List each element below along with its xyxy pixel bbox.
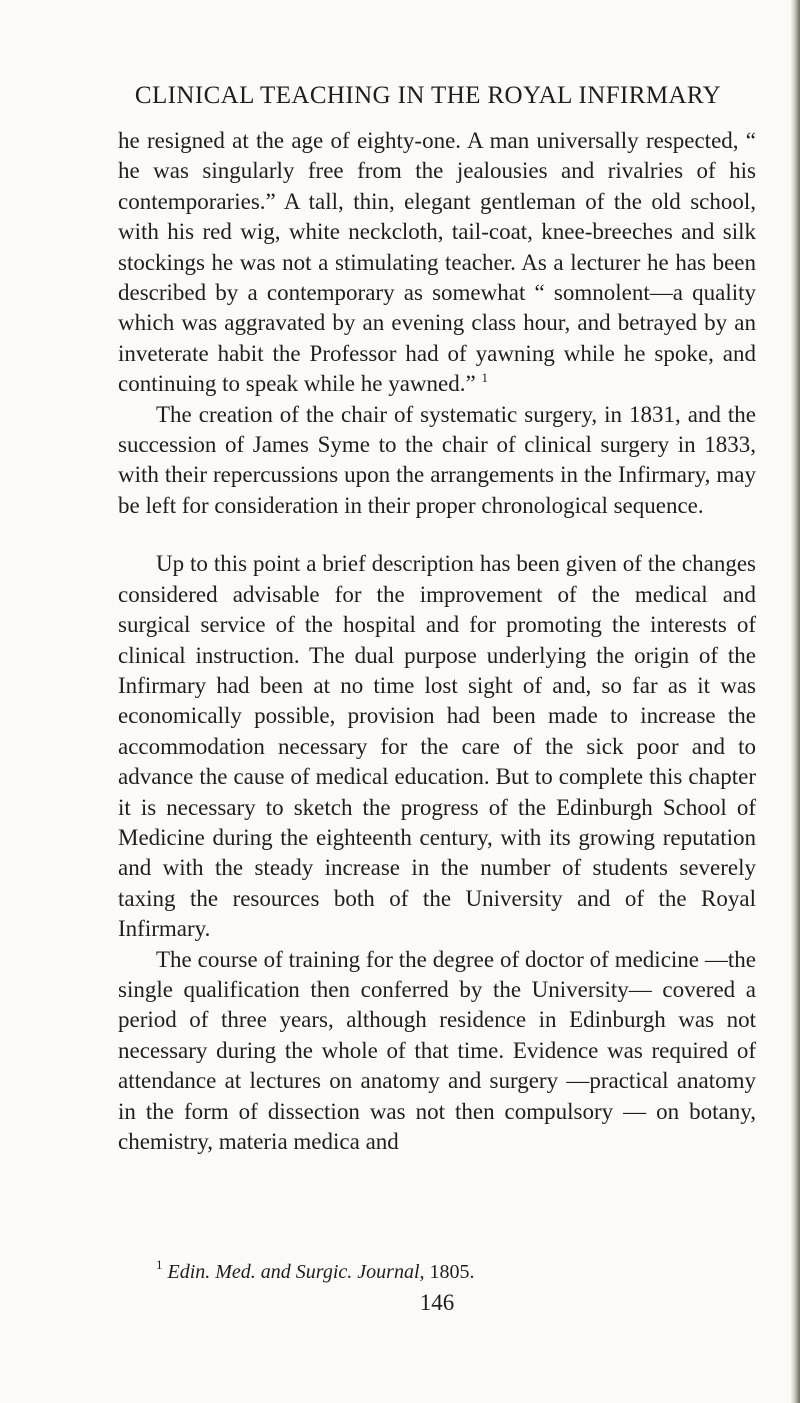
- page-number: 146: [419, 1290, 455, 1315]
- footnote: [156, 1257, 756, 1284]
- footnote-marker: 1: [156, 1257, 163, 1272]
- paragraph-1: [118, 126, 756, 400]
- footnote-year: 1805.: [424, 1261, 475, 1283]
- paragraph-1-text: he resigned at the age of eighty-one. A man universally respected, “ he was singularly free from the jealousies and rivalries of his contemporaries.” A tall, thin, elegant gentleman of the old school, with his red wig, white neckcloth, tail-coat, knee-breeches and silk stockings he was not a stimulating teacher. As a lecturer he has been described by a contemporary as somewhat “ somnolent—a quality which was aggravated by an evening class hour, and betrayed by an inveterate habit the Professor had of yawning while he spoke, and continuing to speak while he yawned.”: [118, 128, 756, 397]
- body-text: [118, 126, 756, 1157]
- footnote-journal: Edin. Med. and Surgic. Journal,: [167, 1261, 425, 1283]
- page-edge: [791, 0, 800, 1403]
- running-head: CLINICAL TEACHING IN THE ROYAL INFIRMARY: [134, 82, 722, 109]
- paragraph-3: Up to this point a brief description has been given of the changes considered advisable for the improvement of the medical and surgical service of the hospital and for promoting the interests of clinical instruction. The dual purpose underlying the origin of the Infirmary had been at no time lost sight of and, so far as it was economically possible, provision had been made to increase the accommodation necessary for the care of the sick poor and to advance the cause of medical education. But to complete this chapter it is necessary to sketch the progress of the Edinburgh School of Medicine during the eighteenth century, with its growing reputation and with the steady increase in the number of students severely taxing the resources both of the University and of the Royal Infirmary.: [118, 551, 756, 942]
- footnote-reference: 1: [481, 370, 488, 386]
- paragraph-4: The course of training for the degree of doctor of medicine —the single qualification then conferred by the University— covered a period of three years, although residence in Edinburgh was not necessary during the whole of that time. Evidence was required of attendance at lectures on anatomy and surgery —practical anatomy in the form of dissection was not then compulsory — on botany, chemistry, materia medica and: [118, 946, 756, 1154]
- paragraph-2: The creation of the chair of systematic surgery, in 1831, and the succession of James Syme to the chair of clinical surgery in 1833, with their repercussions upon the arrangements in the Infirmary, may be left for consideration in their proper chronological sequence.: [118, 401, 756, 518]
